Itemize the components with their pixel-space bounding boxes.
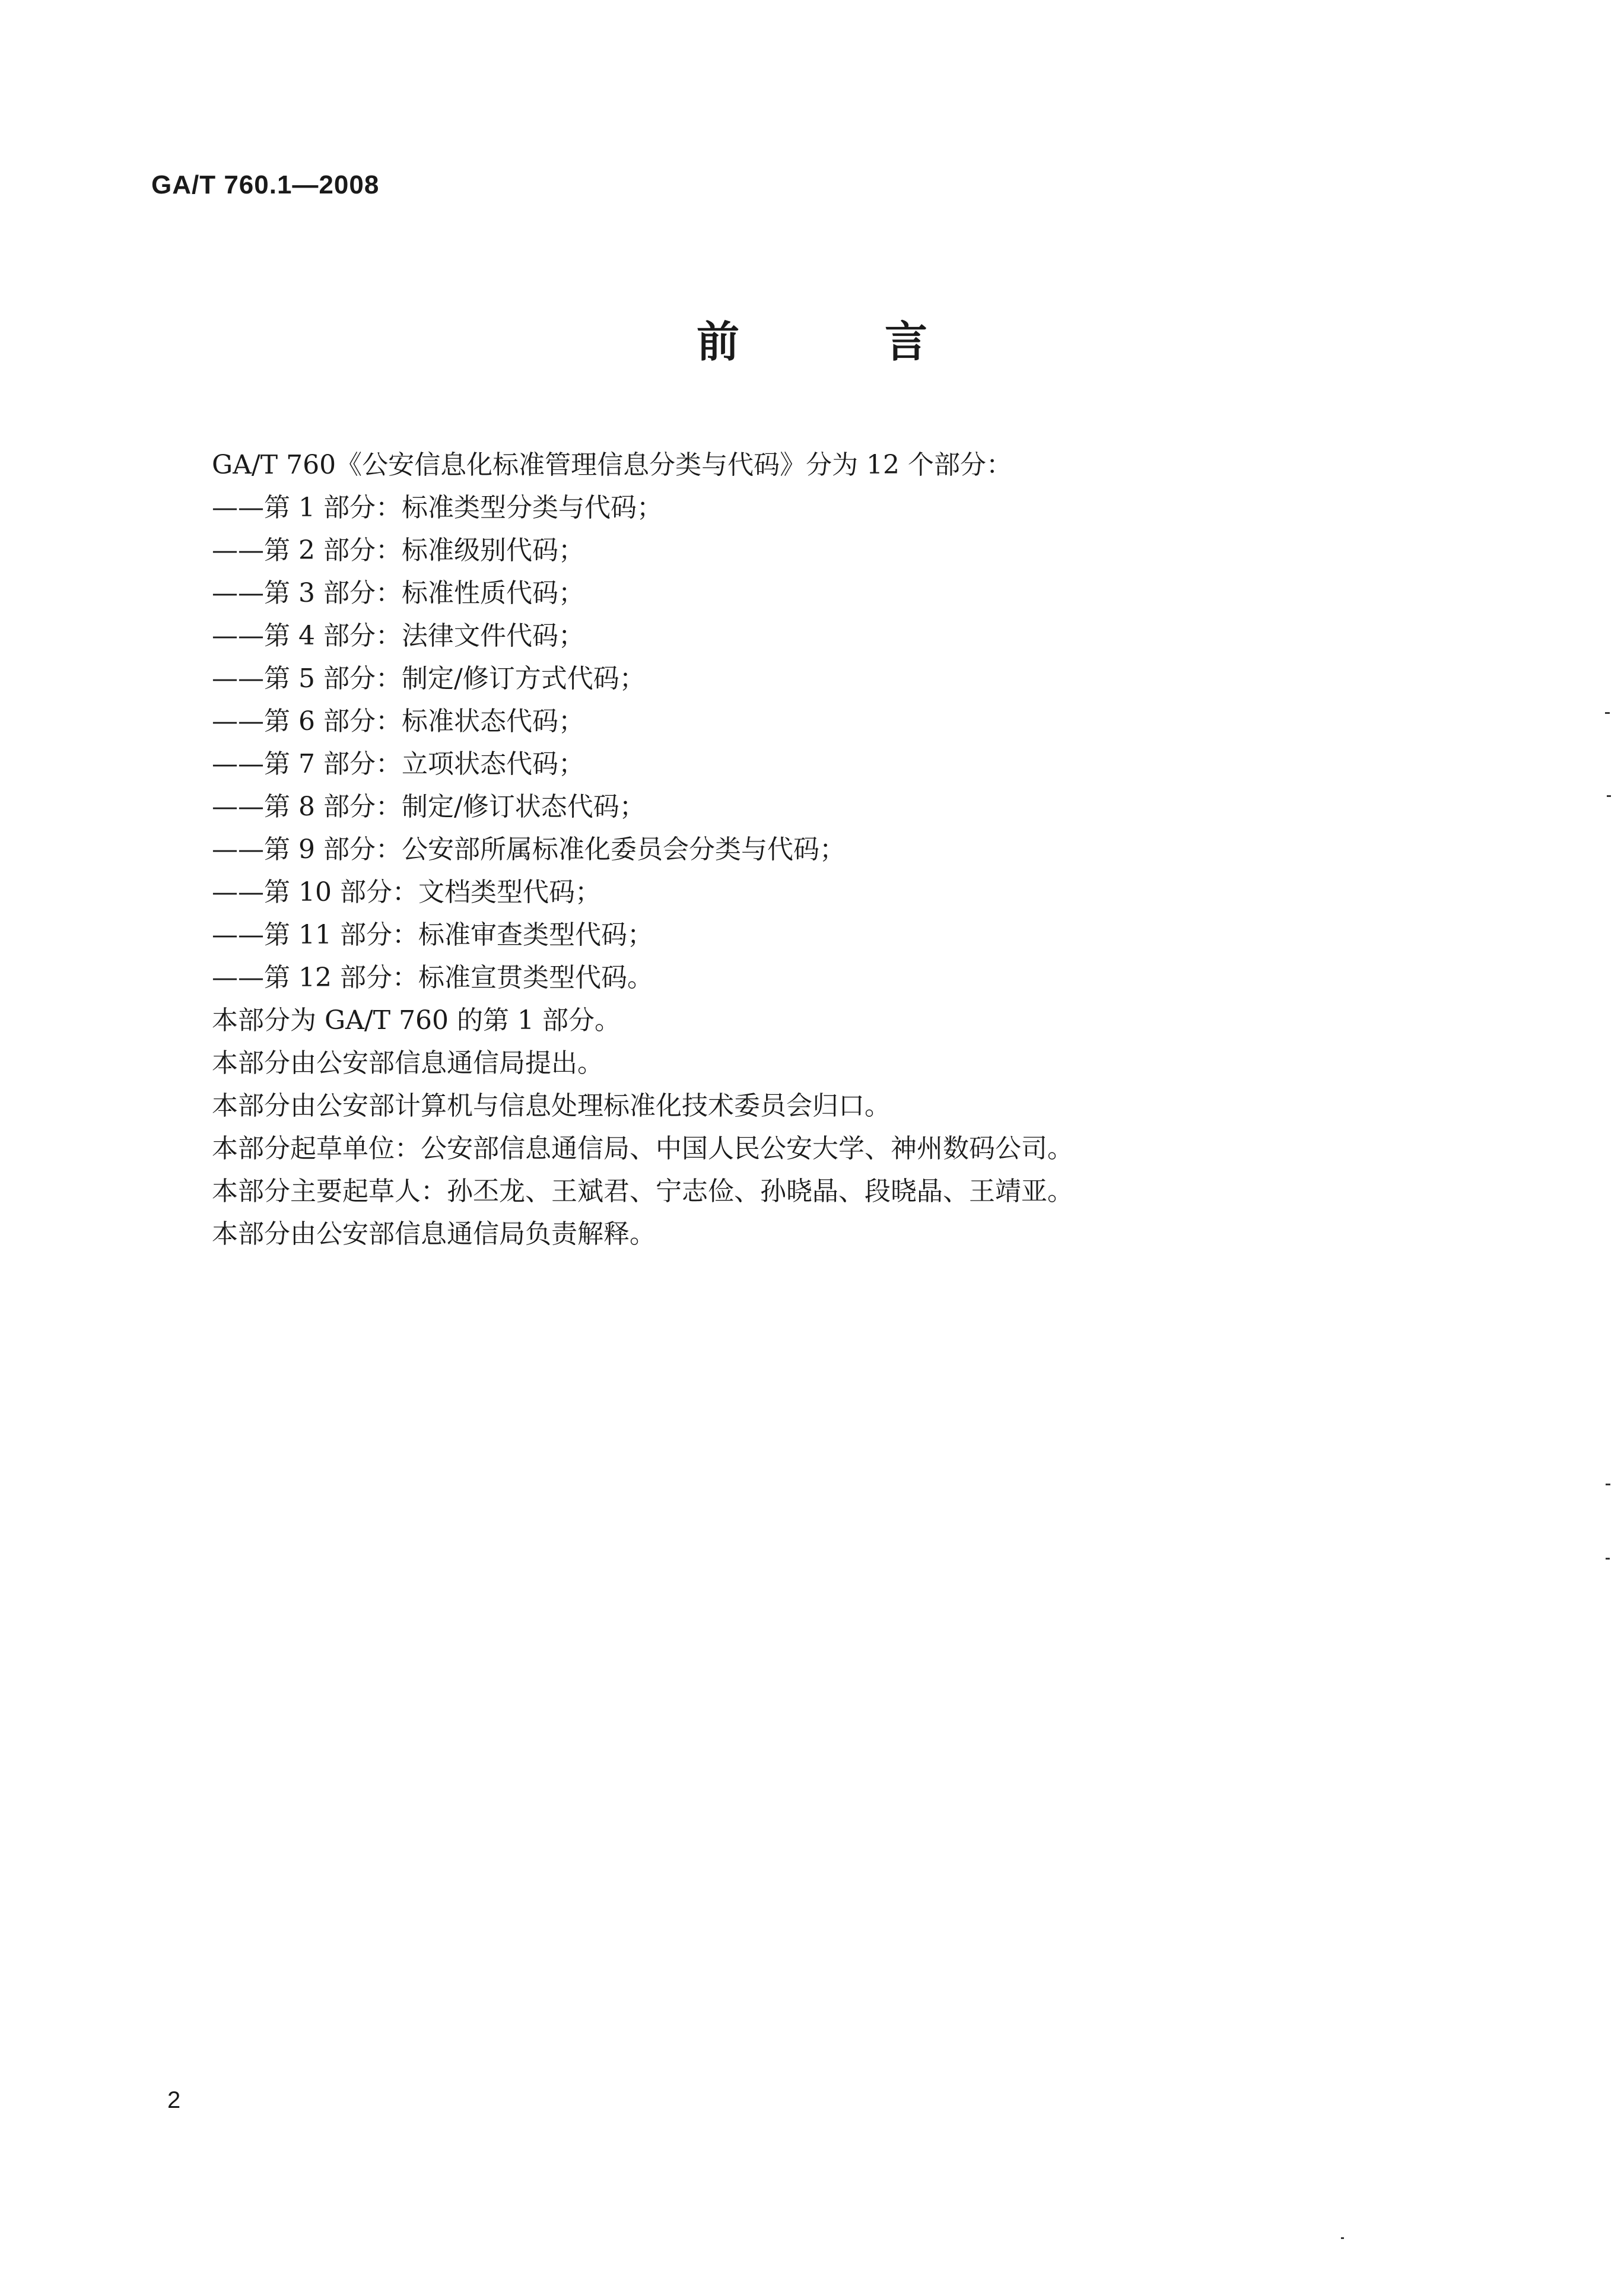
part-item-7: ——第 7 部分：立项状态代码； bbox=[212, 749, 584, 779]
note-line: 本部分起草单位：公安部信息通信局、中国人民公安大学、神州数码公司。 bbox=[212, 1133, 1073, 1164]
scan-mark bbox=[1341, 2237, 1344, 2239]
note-line: 本部分主要起草人：孙丕龙、王斌君、宁志俭、孙晓晶、段晓晶、王靖亚。 bbox=[212, 1176, 1073, 1206]
part-item-3: ——第 3 部分：标准性质代码； bbox=[212, 578, 584, 608]
intro-line: GA/T 760《公安信息化标准管理信息分类与代码》分为 12 个部分： bbox=[212, 450, 1013, 480]
part-item-11: ——第 11 部分：标准审查类型代码； bbox=[212, 920, 653, 950]
scan-mark bbox=[1606, 1484, 1610, 1485]
note-line: 本部分由公安部信息通信局负责解释。 bbox=[212, 1219, 656, 1249]
scan-mark bbox=[1606, 1558, 1610, 1560]
page-title: 前 言 bbox=[696, 317, 993, 367]
note-line: 本部分由公安部计算机与信息处理标准化技术委员会归口。 bbox=[212, 1091, 891, 1121]
note-line: 本部分由公安部信息通信局提出。 bbox=[212, 1048, 603, 1078]
part-item-9: ——第 9 部分：公安部所属标准化委员会分类与代码； bbox=[212, 834, 846, 865]
part-item-6: ——第 6 部分：标准状态代码； bbox=[212, 706, 584, 736]
part-item-10: ——第 10 部分：文档类型代码； bbox=[212, 877, 601, 907]
part-item-5: ——第 5 部分：制定/修订方式代码； bbox=[212, 663, 646, 694]
part-item-2: ——第 2 部分：标准级别代码； bbox=[212, 535, 584, 566]
scan-mark bbox=[1605, 712, 1610, 714]
scan-mark bbox=[1607, 795, 1611, 797]
part-item-1: ——第 1 部分：标准类型分类与代码； bbox=[212, 493, 663, 523]
part-item-4: ——第 4 部分：法律文件代码； bbox=[212, 621, 584, 651]
standard-code: GA/T 760.1—2008 bbox=[151, 170, 380, 199]
page-number: 2 bbox=[167, 2087, 181, 2113]
part-item-12: ——第 12 部分：标准宣贯类型代码。 bbox=[212, 963, 653, 993]
note-line: 本部分为 GA/T 760 的第 1 部分。 bbox=[212, 1005, 621, 1036]
foreword-body bbox=[212, 444, 1399, 1256]
part-item-8: ——第 8 部分：制定/修订状态代码； bbox=[212, 792, 646, 822]
